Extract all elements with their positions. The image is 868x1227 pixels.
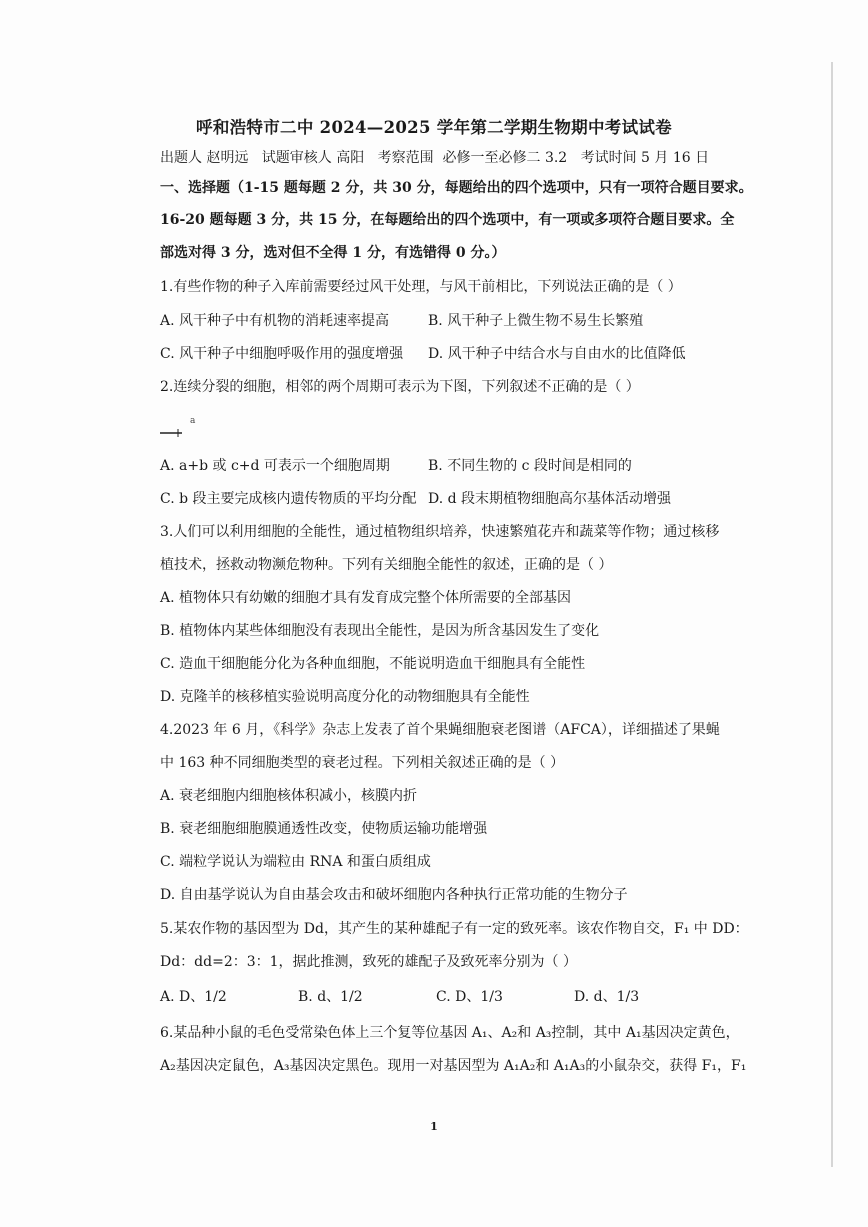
question-4-stem-line-2: 中 163 种不同细胞类型的衰老过程。下列相关叙述正确的是（ ）	[160, 755, 565, 771]
question-6-stem-line-1: 6.某品种小鼠的毛色受常染色体上三个复等位基因 A₁、A₂和 A₃控制，其中 A₁基因决定黄色，	[160, 1025, 740, 1041]
question-1-option-d: D. 风干种子中结合水与自由水的比值降低	[428, 346, 686, 362]
exam-title: 呼和浩特市二中 2024—2025 学年第二学期生物期中考试试卷	[196, 118, 672, 137]
question-5-stem-line-1: 5.某农作物的基因型为 Dd，其产生的某种雄配子有一定的致死率。该农作物自交，F₁ 中 DD：	[160, 921, 749, 937]
question-1-option-c: C. 风干种子中细胞呼吸作用的强度增强	[160, 346, 404, 362]
question-3-option-b: B. 植物体内某些体细胞没有表现出全能性，是因为所含基因发生了变化	[160, 623, 600, 639]
page-edge-line	[831, 62, 833, 1167]
diagram-label-a: a	[190, 416, 196, 426]
question-6-stem-line-2: A₂基因决定鼠色，A₃基因决定黑色。现用一对基因型为 A₁A₂和 A₁A₃的小鼠杂交，获得 F₁，F₁	[160, 1058, 747, 1074]
question-4-option-a: A. 衰老细胞内细胞核体积减小，核膜内折	[160, 788, 418, 804]
question-1-option-b: B. 风干种子上微生物不易生长繁殖	[428, 313, 644, 329]
question-5-stem-line-2: Dd：dd=2：3：1，据此推测，致死的雄配子及致死率分别为（ ）	[160, 954, 578, 970]
question-5-option-d: D. d、1/3	[574, 989, 640, 1005]
page-number: 1	[430, 1120, 438, 1133]
question-4-stem-line-1: 4.2023 年 6 月，《科学》杂志上发表了首个果蝇细胞衰老图谱（AFCA），详细描述了果蝇	[160, 722, 720, 738]
question-2-option-c: C. b 段主要完成核内遗传物质的平均分配	[160, 491, 417, 507]
question-1-option-a: A. 风干种子中有机物的消耗速率提高	[160, 313, 390, 329]
question-2-option-d: D. d 段末期植物细胞高尔基体活动增强	[428, 491, 672, 507]
section-instructions-line-1: 一、选择题（1-15 题每题 2 分，共 30 分，每题给出的四个选项中，只有一项符合题目要求。	[160, 180, 753, 196]
exam-meta: 出题人 赵明远 试题审核人 高阳 考察范围 必修一至必修二 3.2 考试时间 5 月 16 日	[160, 150, 710, 166]
question-5-option-c: C. D、1/3	[436, 989, 503, 1005]
question-2-stem: 2.连续分裂的细胞，相邻的两个周期可表示为下图，下列叙述不正确的是（ ）	[160, 379, 640, 395]
question-1-stem: 1.有些作物的种子入库前需要经过风干处理，与风干前相比，下列说法正确的是（ ）	[160, 279, 682, 295]
question-5-option-a: A. D、1/2	[160, 989, 227, 1005]
question-4-option-d: D. 自由基学说认为自由基会攻击和破坏细胞内各种执行正常功能的生物分子	[160, 887, 628, 903]
question-3-option-d: D. 克隆羊的核移植实验说明高度分化的动物细胞具有全能性	[160, 689, 530, 705]
question-2-option-a: A. a+b 或 c+d 可表示一个细胞周期	[160, 458, 390, 474]
question-3-option-c: C. 造血干细胞能分化为各种血细胞，不能说明造血干细胞具有全能性	[160, 656, 586, 672]
question-3-stem-line-1: 3.人们可以利用细胞的全能性，通过植物组织培养，快速繁殖花卉和蔬菜等作物；通过核移	[160, 524, 720, 540]
question-3-option-a: A. 植物体只有幼嫩的细胞才具有发育成完整个体所需要的全部基因	[160, 590, 572, 606]
section-instructions-line-2: 16-20 题每题 3 分，共 15 分，在每题给出的四个选项中，有一项或多项符合题目要求。全	[160, 212, 735, 228]
section-instructions-line-3: 部选对得 3 分，选对但不全得 1 分，有选错得 0 分。）	[160, 245, 506, 261]
question-2-option-b: B. 不同生物的 c 段时间是相同的	[428, 458, 632, 474]
question-3-stem-line-2: 植技术，拯救动物濒危物种。下列有关细胞全能性的叙述，正确的是（ ）	[160, 557, 613, 573]
question-4-option-b: B. 衰老细胞细胞膜通透性改变，使物质运输功能增强	[160, 821, 488, 837]
cell-cycle-diagram	[160, 413, 220, 439]
question-4-option-c: C. 端粒学说认为端粒由 RNA 和蛋白质组成	[160, 854, 431, 870]
question-5-option-b: B. d、1/2	[298, 989, 363, 1005]
